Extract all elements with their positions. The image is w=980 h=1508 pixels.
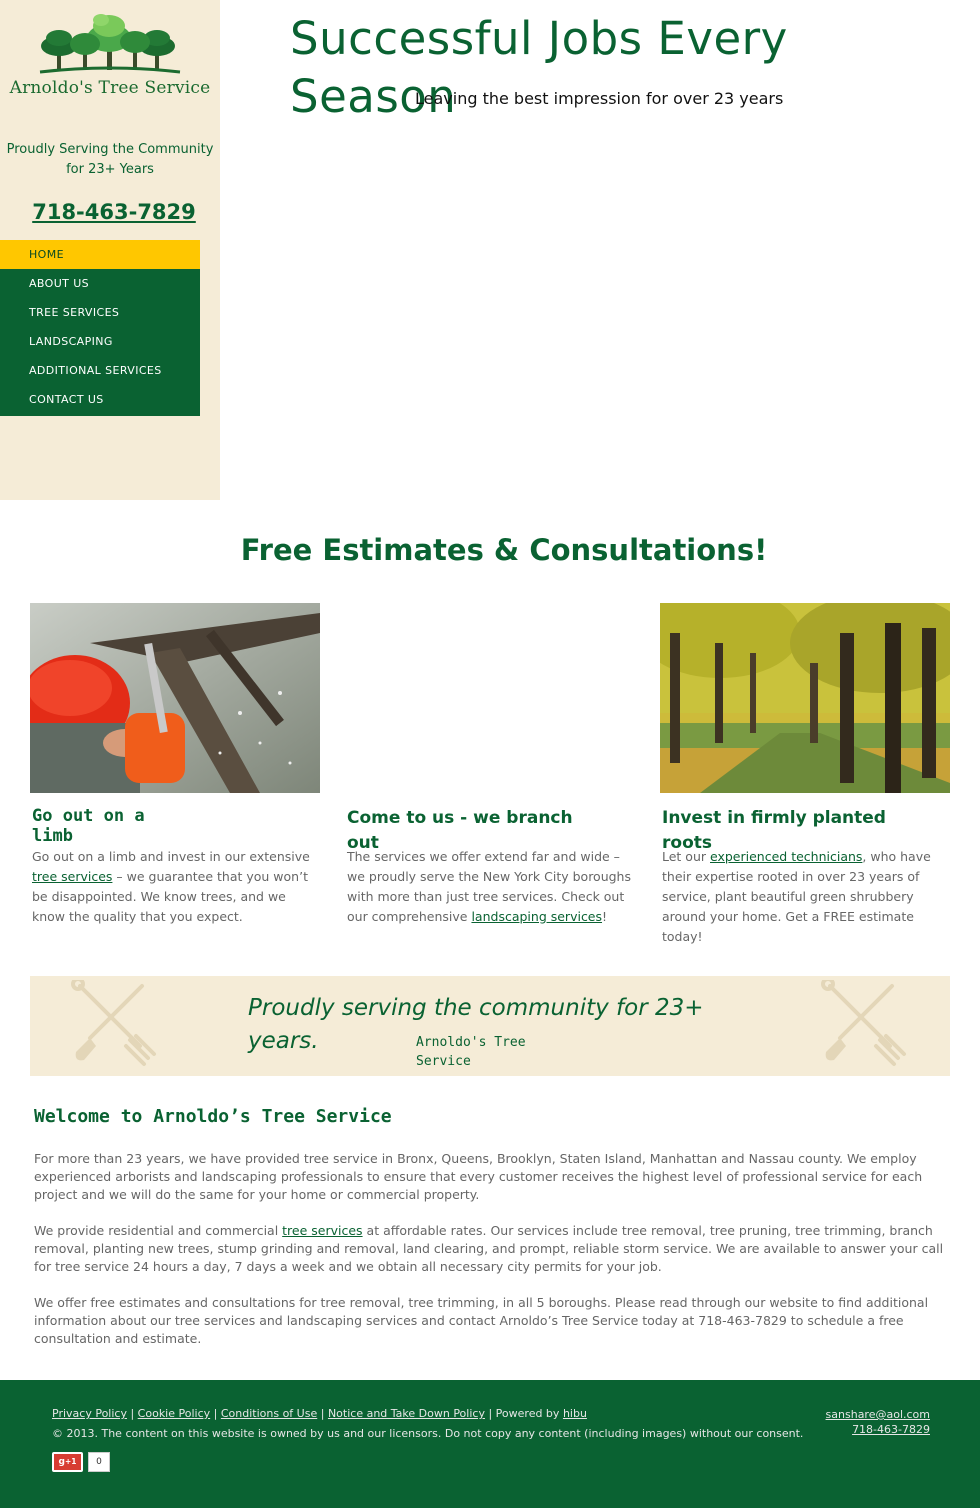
nav-item-additional-services[interactable]: ADDITIONAL SERVICES bbox=[29, 364, 162, 377]
landscaping-services-link[interactable]: landscaping services bbox=[471, 909, 603, 924]
nav-item-landscaping[interactable]: LANDSCAPING bbox=[29, 335, 113, 348]
takedown-policy-link[interactable]: Notice and Take Down Policy bbox=[327, 1407, 485, 1420]
footer bbox=[0, 1380, 980, 1508]
feature-heading: Go out on a limb bbox=[32, 806, 145, 846]
email-link[interactable]: sanshare@aol.com bbox=[825, 1408, 930, 1421]
phone-link[interactable]: 718-463-7829 bbox=[32, 200, 196, 224]
banner-quote: Proudly serving the community for 23+ years. bbox=[248, 995, 704, 1054]
nav-item-contact-us[interactable]: CONTACT US bbox=[29, 393, 104, 406]
image-placeholder bbox=[345, 603, 635, 793]
welcome-paragraph: For more than 23 years, we have provided tree service in Bronx, Queens, Brooklyn, Staten Island, Manhattan and Nassau county. We employ experienced arborists and landscaping professionals to ensure that every customer receives the highest level of professional service for each project and we will do the same for your home or commercial property. bbox=[34, 1151, 923, 1202]
testimonial-banner bbox=[30, 976, 950, 1076]
hero-title: Successful Jobs Every Season bbox=[290, 12, 788, 123]
feature-heading: Invest in firmly planted roots bbox=[662, 808, 886, 853]
feature-column-roots bbox=[660, 603, 950, 944]
main-nav bbox=[0, 240, 200, 416]
feature-text-part: Go out on a limb and invest in our extensive bbox=[32, 849, 310, 864]
nav-item-about-us[interactable]: ABOUT US bbox=[29, 277, 90, 290]
feature-column-limb bbox=[30, 603, 320, 924]
logo-text: Arnoldo's Tree Service bbox=[9, 78, 211, 98]
google-plus-count: 0 bbox=[88, 1452, 110, 1472]
feature-heading: Come to us - we branch out bbox=[347, 808, 573, 853]
shovel-rake-icon bbox=[820, 980, 910, 1070]
feature-text bbox=[32, 847, 322, 927]
logo[interactable] bbox=[0, 8, 220, 108]
banner-author: Arnoldo's Tree Service bbox=[416, 1035, 526, 1069]
feature-text-part: Let our bbox=[662, 849, 710, 864]
shovel-rake-icon bbox=[70, 980, 160, 1070]
sidebar-tagline: Proudly Serving the Community for 23+ Years bbox=[6, 142, 214, 177]
google-plus-icon: g+1 bbox=[54, 1454, 81, 1470]
tree-services-link[interactable]: tree services bbox=[32, 869, 113, 884]
footer-links: Privacy Policy | Cookie Policy | Conditions of Use | Notice and Take Down Policy | Powered by hibu bbox=[52, 1407, 587, 1420]
feature-text-part: ! bbox=[602, 909, 608, 924]
hibu-link[interactable]: hibu bbox=[562, 1407, 587, 1420]
privacy-policy-link[interactable]: Privacy Policy bbox=[52, 1407, 127, 1420]
trees-logo-icon bbox=[35, 8, 185, 78]
footer-phone-link[interactable]: 718-463-7829 bbox=[852, 1423, 930, 1436]
nav-item-tree-services[interactable]: TREE SERVICES bbox=[29, 306, 120, 319]
feature-text bbox=[347, 847, 637, 927]
powered-by-label: Powered by bbox=[495, 1407, 560, 1420]
welcome-title: Welcome to Arnoldo’s Tree Service bbox=[34, 1106, 392, 1127]
arborist-chainsaw-image bbox=[30, 603, 320, 793]
gplus-label: +1 bbox=[64, 1457, 77, 1466]
welcome-text-part: at affordable rates. Our services include tree removal, tree pruning, tree trimming, branch removal, planting new trees, stump grinding and removal, land clearing, and prompt, reliable storm service. We are available to answer your call for tree service 24 hours a day, 7 days a week and we obtain all necessary city permits for your job. bbox=[34, 1223, 944, 1274]
cookie-policy-link[interactable]: Cookie Policy bbox=[137, 1407, 211, 1420]
footer-contact bbox=[826, 1407, 930, 1437]
feature-text-part: The services we offer extend far and wide – we proudly serve the New York City boroughs with more than just tree services. Check out our comprehensive bbox=[347, 849, 631, 924]
sidebar bbox=[0, 0, 220, 500]
conditions-of-use-link[interactable]: Conditions of Use bbox=[220, 1407, 318, 1420]
welcome-paragraph bbox=[34, 1222, 946, 1276]
feature-text-part: – we guarantee that you won’t be disappointed. We know trees, and we know the quality that you expect. bbox=[32, 869, 308, 924]
welcome-paragraph: We offer free estimates and consultations for tree removal, tree trimming, in all 5 boroughs. Please read through our website to find additional information about our tree services and landscaping services and contact Arnoldo’s Tree Service today at 718-463-7829 to schedule a free consultation and estimate. bbox=[34, 1295, 929, 1346]
copyright: © 2013. The content on this website is owned by us and our licensors. Do not copy any content (including images) without our consent. bbox=[52, 1427, 804, 1440]
hero-subtitle: Leaving the best impression for over 23 years bbox=[415, 89, 784, 108]
welcome-text-part: We provide residential and commercial bbox=[34, 1223, 283, 1238]
feature-column-branch bbox=[345, 603, 635, 924]
autumn-trees-image bbox=[660, 603, 950, 793]
google-plus-button[interactable] bbox=[52, 1452, 83, 1472]
estimates-heading: Free Estimates & Consultations! bbox=[240, 533, 768, 567]
nav-item-home[interactable]: HOME bbox=[0, 240, 200, 269]
feature-text bbox=[662, 847, 942, 947]
experienced-technicians-link[interactable]: experienced technicians bbox=[710, 849, 863, 864]
tree-services-link[interactable]: tree services bbox=[282, 1223, 363, 1238]
feature-text-part: , who have their expertise rooted in over 23 years of service, plant beautiful green shrubbery around your home. Get a FREE estimate today! bbox=[662, 849, 931, 944]
